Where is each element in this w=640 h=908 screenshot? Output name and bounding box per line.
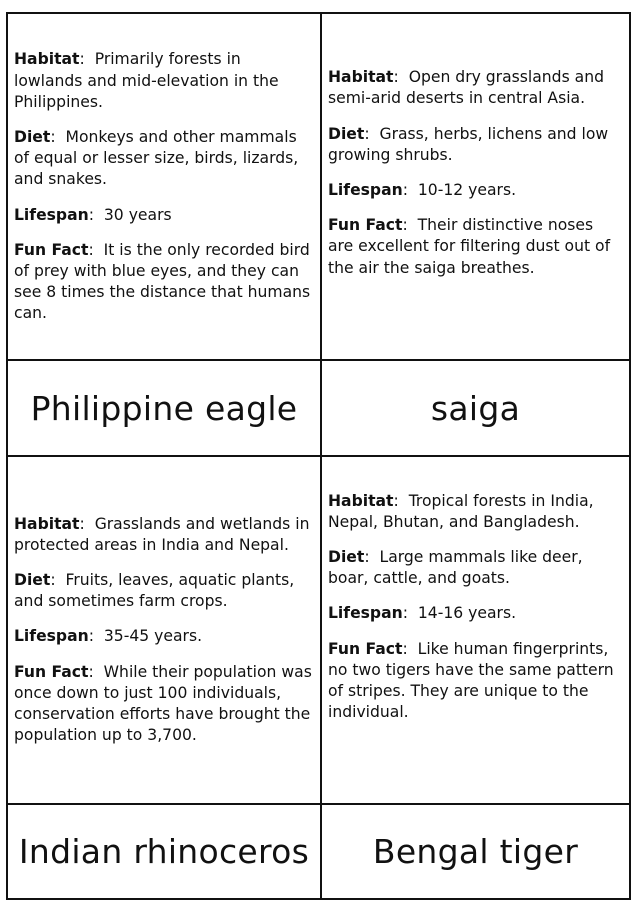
habitat-text: Open dry grasslands and semi-arid deserts in central Asia.: [328, 68, 604, 108]
fun-fact-text: Their distinctive noses are excellent for filtering dust out of the air the saiga breathes.: [328, 216, 611, 277]
fun-fact-text: While their population was once down to just 100 individuals, conservation efforts have brought the population up to 3,700.: [14, 662, 312, 745]
lifespan-label: Lifespan: [328, 181, 403, 199]
habitat-text: Grasslands and wetlands in protected areas in India and Nepal.: [14, 514, 310, 554]
lifespan-label: Lifespan: [328, 604, 403, 623]
diet-text: Fruits, leaves, aquatic plants, and sometimes farm crops.: [14, 570, 295, 611]
habitat-entry: Habitat: Grasslands and wetlands in protected areas in India and Nepal.: [14, 514, 310, 554]
diet-entry: Diet: Monkeys and other mammals of equal or lesser size, birds, lizards, and snakes.: [14, 127, 299, 189]
lifespan-entry: Lifespan: 30 years: [14, 205, 172, 224]
habitat-label: Habitat: [14, 50, 80, 69]
fun-fact-text: It is the only recorded bird of prey with blue eyes, and they can see 8 times the distance that humans can.: [14, 240, 311, 323]
diet-entry: Diet: Fruits, leaves, aquatic plants, and sometimes farm crops.: [14, 570, 295, 611]
lifespan-text: 35-45 years.: [103, 627, 203, 646]
fun-fact-entry: Fun Fact: It is the only recorded bird of prey with blue eyes, and they can see 8 times the distance that humans can.: [14, 240, 311, 323]
habitat-label: Habitat: [328, 68, 394, 87]
diet-label: Diet: [14, 127, 51, 146]
lifespan-label: Lifespan: [14, 627, 89, 646]
fun-fact-text: Like human fingerprints, no two tigers have the same pattern of stripes. They are unique to the individual.: [328, 639, 614, 722]
fun-fact-label: Fun Fact: [14, 662, 89, 681]
info-card-bengal-tiger: [322, 457, 629, 757]
habitat-entry: Habitat: Primarily forests in lowlands and mid-elevation in the Philippines.: [14, 50, 279, 111]
card-grid: [6, 12, 631, 900]
diet-text: Monkeys and other mammals of equal or lesser size, birds, lizards, and snakes.: [14, 127, 299, 189]
lifespan-text: 10-12 years.: [417, 181, 517, 199]
animal-name-philippine-eagle: Philippine eagle: [30, 388, 298, 428]
habitat-entry: Habitat: Tropical forests in India, Nepal, Bhutan, and Bangladesh.: [328, 491, 594, 531]
lifespan-entry: Lifespan: 35-45 years.: [14, 627, 203, 646]
diet-label: Diet: [328, 124, 365, 143]
lifespan-text: 14-16 years.: [417, 604, 517, 623]
info-card-philippine-eagle: [8, 34, 320, 340]
habitat-label: Habitat: [14, 514, 80, 533]
info-card-saiga: [322, 20, 629, 326]
diet-text: Large mammals like deer, boar, cattle, and goats.: [328, 547, 583, 588]
lifespan-label: Lifespan: [14, 205, 89, 224]
lifespan-entry: Lifespan: 10-12 years.: [328, 181, 517, 199]
animal-name-bengal-tiger: Bengal tiger: [372, 832, 579, 871]
fun-fact-label: Fun Fact: [328, 639, 403, 658]
habitat-text: Tropical forests in India, Nepal, Bhutan, and Bangladesh.: [328, 491, 594, 531]
diet-entry: Diet: Large mammals like deer, boar, cattle, and goats.: [328, 547, 583, 588]
diet-label: Diet: [328, 547, 365, 566]
fun-fact-entry: Fun Fact: Their distinctive noses are excellent for filtering dust out of the air the saiga breathes.: [328, 216, 611, 277]
diet-entry: Diet: Grass, herbs, lichens and low growing shrubs.: [328, 124, 609, 164]
fun-fact-entry: Fun Fact: While their population was once down to just 100 individuals, conservation efforts have brought the population up to 3,700.: [14, 662, 312, 745]
habitat-entry: Habitat: Open dry grasslands and semi-arid deserts in central Asia.: [328, 68, 604, 108]
diet-text: Grass, herbs, lichens and low growing shrubs.: [328, 124, 609, 164]
fun-fact-label: Fun Fact: [328, 216, 403, 235]
info-card-indian-rhinoceros: [8, 457, 320, 803]
fun-fact-entry: Fun Fact: Like human fingerprints, no two tigers have the same pattern of stripes. They are unique to the individual.: [328, 639, 614, 722]
animal-name-indian-rhinoceros: Indian rhinoceros: [18, 832, 310, 871]
habitat-text: Primarily forests in lowlands and mid-elevation in the Philippines.: [14, 50, 279, 111]
animal-name-saiga: saiga: [430, 388, 521, 428]
lifespan-text: 30 years: [103, 205, 172, 224]
diet-label: Diet: [14, 570, 51, 589]
lifespan-entry: Lifespan: 14-16 years.: [328, 604, 517, 623]
habitat-label: Habitat: [328, 491, 394, 510]
fun-fact-label: Fun Fact: [14, 240, 89, 259]
